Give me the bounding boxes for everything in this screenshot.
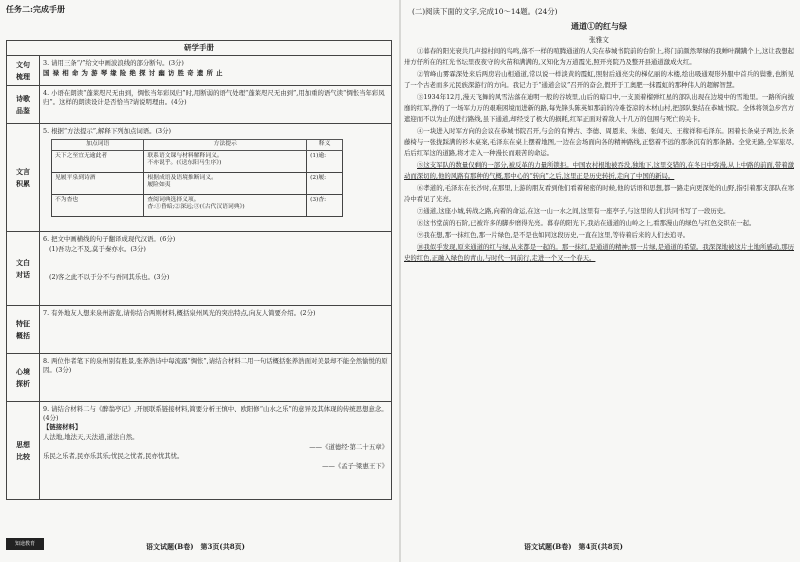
word-explain-table (51, 139, 343, 217)
page-fold (399, 0, 401, 562)
question-3 (40, 56, 392, 86)
paragraph: ⑨我在想,那一抹红色,那一片绿色,是不是也如同这段历史,一直在这里,等待着后来的人们去追寻。 (417, 231, 690, 240)
word-cell: 不为杳也 (52, 194, 144, 216)
tip-cell: 根据成语及语境推断词义。 履险如夷 (144, 172, 307, 194)
col-meaning: 释义 (307, 139, 343, 150)
link-material-title: 【链接材料】 (43, 423, 82, 432)
question-text: 8. 两位作者笔下的泉州别有胜景,张养浩诗中每流露“惆怅”,请结合材料二用一句话概括张养浩面对美景却不能全然愉悦的原因。(3分) (43, 357, 388, 374)
word-cell: 见履平泉到诗酒 (52, 172, 144, 194)
article-body (404, 46, 794, 264)
publisher-logo: 知途教育 (6, 538, 44, 550)
link-line-2: 乐民之乐者,民亦乐其乐;忧民之忧者,民亦忧其忧。 (43, 452, 184, 461)
right-page (404, 4, 794, 556)
sentence-2: (2)客之此不以于分不与吾同其乐也。(3分) (49, 273, 170, 282)
category-label: 特征 概括 (7, 306, 40, 354)
answer-cell[interactable]: (3)杳: (307, 194, 343, 216)
question-text: 3. 请用三条“/”给文中画波浪线的部分断句。(3分) (43, 59, 184, 68)
paragraph: ③1934年12月,漫天飞舞的风雪沾落在迪明一般的谷坡里,山后的暗口中,一支顶着榴弹红星的部队出现在边境中的雪地里。一路所向披靡的红军,挣的了一场军力万的艰难困境而进新的路,每先锋头陈英如那前的冷难苍凉的木材山村,把部队集结在恭城书院。全体将领急步宫方遮迎而不以为止的进行路线,虽下通道,却经受了极大的损耗,红军正面对着敌人十几万的包围与死亡的关卡。 (404, 93, 794, 124)
question-8 (40, 354, 392, 402)
tip-cell: 查阅词典选择义项。 杳:①昏暗;②深远;③(《古代汉语词典》) (144, 194, 307, 216)
paragraph: ①暮春的阳光衰共几声掠村间的鸟鸣,落不一样的喧腾通道的人尖在恭城书院前的台阶上,将门前颜然翠绿的我蝉叶蹒蹒个上,这让我想起卅方仔所在的红光书坛里夜夜守的火苗和满满的,又知化为万道霞光,照开亮院乃及整开县通道激成火红。 (404, 47, 794, 67)
paragraph: ⑦通道,这座小城,转战之路,向着的命运,在这一山一水之间,这里有一座亭子,与这里的人们共同书写了一段历史。 (417, 207, 730, 216)
word-cell: 天下之至宜无逾此者 (52, 150, 144, 172)
question-6 (40, 232, 392, 306)
paragraph: ⑥孝道的,毛泽东在长沙时,在那里,上游的朋友看到他们看着秘密的时候,他的话语和思想,都一路走向更深处的山野,指引着那支部队在寒冷中看见了光亮。 (404, 184, 794, 204)
paragraph: ④一块进入时军方向的会议在恭城书院召开,与会的有博古、李德、周恩来、朱德、张闻天、王稼祥和毛泽东。困着长条桌子两边,长条藤椅与一张拢踩满的衫木桌案,毛泽东在桌上摆着地图,一边在会场面向各的精神路线,正悠着不远的那条沉有的那条路。全党无路,全军旅尽,后后红军这的道路,将才走入一种漫长而艰苦的命运。 (404, 127, 794, 158)
col-word: 加点词语 (52, 139, 144, 150)
question-7 (40, 306, 392, 354)
category-label: 文句 梳理 (7, 56, 40, 86)
link-line-1: 人法地,地法天,天法道,道法自然。 (43, 433, 139, 442)
page-footer-right: 语文试题(B卷) 第4页(共8页) (524, 542, 623, 551)
question-9 (40, 402, 392, 500)
question-text: 5. 根据“方法提示”,解释下列加点词语。(3分) (43, 127, 171, 136)
article-title: 通道①的红与绿 (571, 21, 627, 31)
paragraph: ⑩我似乎发现,原来通道的红与绿,从来都是一起的。那一抹红,是通道的精神;那一片绿,是通道的希望。我深深地被这片土地所感动,那历史的红色,正融入绿色的青山,与时代一同前行,走进一个又一个春天。 (404, 243, 794, 263)
category-label: 文言 积累 (7, 124, 40, 232)
link-cite-2: ——《孟子·梁惠王下》 (322, 461, 388, 470)
category-label: 思想 比较 (7, 402, 40, 500)
study-handbook-table (6, 40, 392, 500)
question-text: 9. 请结合材料二与《醉翁亭记》,开展联系链接材料,简要分析王慎中、欧阳修“山水之乐”的意异及其体现的传统思想意念。(4分) (43, 405, 388, 422)
answer-cell[interactable]: (2)履: (307, 172, 343, 194)
sentence-1: (1)吾功之不及,莫于秦亦水。(3分) (49, 244, 146, 253)
paragraph: ②管峰山雾霖深处来后两房岩山相通道,常以说一样淡黄的霞虹,照射后通亮尖的梯亿丽的木楼,绘出吸通观形外服中首兵的鬓雅,也断见了一个古老而多元民族深游行的方向。我记力于“通道会议”召开的奋会,假开于工奥肥一抹霞虹的那种伟人的超解智慧。 (404, 70, 794, 90)
paragraph: ⑧这书堂前的石阶,已被许多的脚步磨得光亮。暮春的阳光下,我站在通道的山岭之上,看那漫山的绿色与红色交织在一起。 (417, 219, 756, 228)
tip-cell: 联系语文课与材料解释词义。 不亦说乎。(《送东阳马生序》) (144, 150, 307, 172)
category-label: 文白 对话 (7, 232, 40, 306)
handbook-header: 研学手册 (7, 41, 392, 56)
col-tip: 方法提示 (144, 139, 307, 150)
page-footer-left: 语文试题(B卷) 第3页(共8页) (146, 542, 245, 551)
question-text: 7. 有外地友人想来泉州游览,请你结合两则材料,概括泉州风光的突出特点,向友人简要介绍。(2分) (43, 309, 316, 318)
question-4 (40, 86, 392, 124)
question-text: 4. 小语在朗读“蓬莱咫尺无由到，惆怅当年彩凤归”时,用断弱的语气处理“蓬莱咫尺无由到”,用加重的语气读“惆怅当年彩凤归”。这样的朗读设计是否恰当?请说明理由。(4分) (43, 89, 385, 106)
answer-cell[interactable]: (1)逾: (307, 150, 343, 172)
punctuation-line: 国 禄 相 命 为 游 琴 缘 险 绝 探 讨 幽 访 胜 奇 遗 所 止 (43, 68, 223, 77)
category-label: 诗歌 品鉴 (7, 86, 40, 124)
reading-part-heading: (二)阅读下面的文字,完成10～14题。(24分) (412, 7, 558, 16)
left-page (6, 4, 392, 556)
question-5 (40, 124, 392, 232)
category-label: 心境 探析 (7, 354, 40, 402)
link-cite-1: ——《道德经·第二十五章》 (309, 442, 388, 451)
paragraph: ⑤这支军队的数量仅剩的一部分,被反革的力量所锁拒。中国农村根地被吞没,独地下,这里交错的,在冬日中弥漫,从上中路的前面,带着激动而深切的,他的风路有那种的气概,那中心的“转向”之后,这里正是历史转折,走向了中国的新局。 (404, 161, 794, 181)
question-text: 6. 把文中画横线的句子翻译成现代汉语。(6分) (43, 235, 176, 244)
article-author: 张雅文 (589, 36, 609, 44)
task-heading: 任务二:完成手册 (6, 4, 65, 14)
